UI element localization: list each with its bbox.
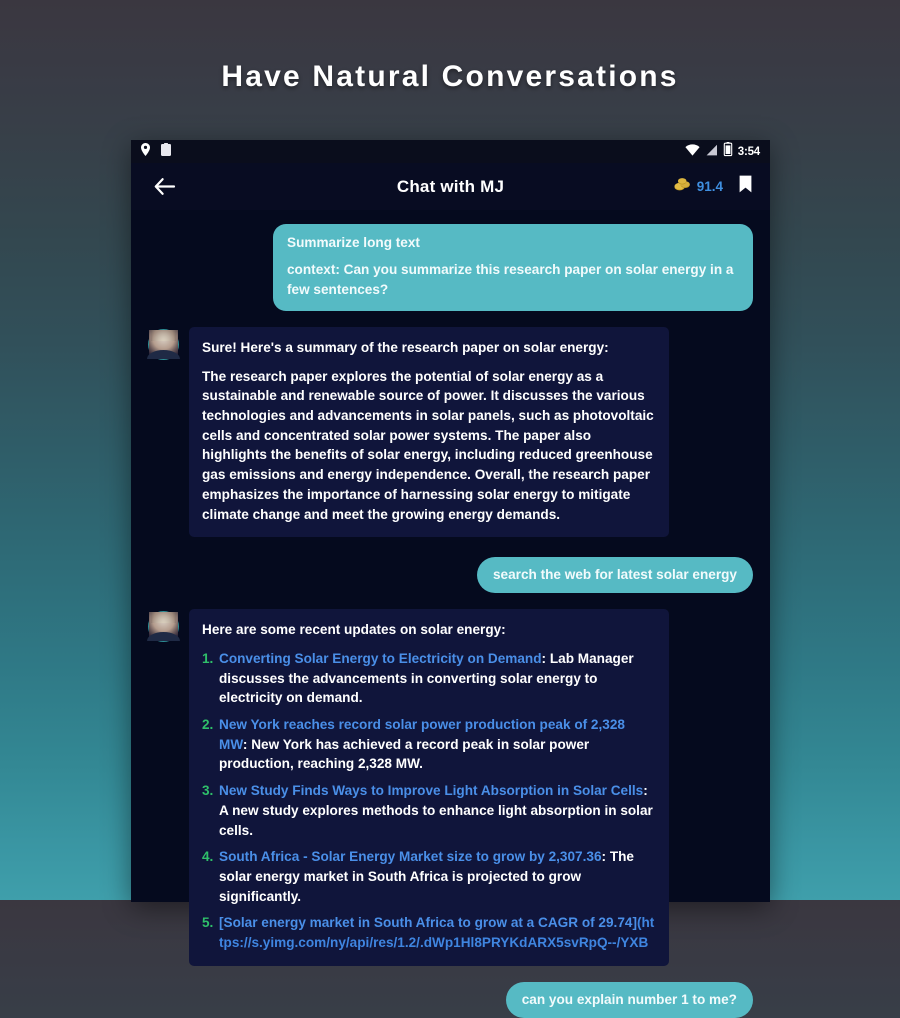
list-number: 2. — [202, 717, 214, 733]
list-item — [202, 847, 655, 906]
chat-row-user — [148, 224, 753, 311]
result-link[interactable]: South Africa - Solar Energy Market size to grow by 2,307.36 — [219, 849, 602, 865]
list-number: 3. — [202, 783, 214, 799]
page-title: Have Natural Conversations — [221, 60, 679, 93]
message-line: context: Can you summarize this research paper on solar energy in a few sentences? — [287, 261, 734, 297]
chat-message-list[interactable] — [131, 210, 770, 1007]
wifi-icon — [685, 143, 700, 161]
signal-icon — [706, 143, 718, 161]
result-description: : The solar energy market in South Africa is projected to grow significantly. — [219, 849, 634, 904]
result-description: : Lab Manager discusses the advancements in converting solar energy to electricity on demand. — [219, 650, 634, 706]
message-lead: Here are some recent updates on solar energy: — [202, 622, 506, 638]
avatar — [148, 329, 179, 360]
credits-button[interactable] — [674, 178, 723, 196]
back-arrow-icon — [154, 178, 175, 195]
list-number: 4. — [202, 849, 214, 865]
battery-icon — [724, 142, 732, 161]
avatar — [148, 611, 179, 642]
bookmark-icon — [739, 175, 752, 193]
result-description: : New York has achieved a record peak in solar power production, reaching 2,328 MW. — [219, 736, 590, 772]
message-bubble-user[interactable] — [273, 224, 753, 311]
app-bar-actions — [674, 175, 752, 198]
app-bar-title: Chat with MJ — [396, 176, 505, 196]
message-lead: Sure! Here's a summary of the research paper on solar energy: — [202, 339, 609, 355]
result-url[interactable]: (https://s.yimg.com/ny/api/res/1.2/.dWp1Hl8PRYKdARX5svRpQ--/YXB — [219, 915, 655, 951]
message-body: The research paper explores the potential of solar energy as a sustainable and renewable source of power. It discusses the various technologies and advancements in solar panels, such as photovoltaic cells and concentrated solar power systems. The paper also highlights the benefits of solar energy, including reduced greenhouse gas emissions and energy independence. Overall, the research paper emphasizes the importance of harnessing solar energy to mitigate climate change and meet the growing energy demands. — [202, 368, 654, 522]
status-bar-right-icons — [685, 142, 760, 161]
clipboard-icon — [161, 143, 171, 161]
list-number: 5. — [202, 915, 214, 931]
chat-row-user — [148, 982, 753, 1018]
search-results-list — [202, 649, 655, 953]
list-item — [202, 715, 655, 774]
list-item — [202, 649, 655, 708]
result-link[interactable]: New Study Finds Ways to Improve Light Absorption in Solar Cells — [219, 783, 644, 799]
bookmark-button[interactable] — [739, 175, 752, 198]
result-link[interactable]: [Solar energy market in South Africa to grow at a CAGR of 29.74] — [219, 915, 637, 931]
result-link[interactable]: New York reaches record solar power production peak of 2,328 MW — [219, 717, 625, 752]
message-bubble-bot[interactable] — [189, 327, 669, 537]
message-bubble-user[interactable]: can you explain number 1 to me? — [506, 982, 753, 1018]
chat-row-bot — [148, 327, 753, 537]
message-bubble-user[interactable]: search the web for latest solar energy — [477, 557, 753, 593]
chat-row-bot — [148, 609, 753, 966]
status-bar — [131, 140, 770, 163]
list-item — [202, 781, 655, 840]
back-button[interactable] — [149, 172, 179, 202]
coins-icon — [674, 178, 691, 196]
list-item — [202, 913, 655, 952]
list-number: 1. — [202, 650, 214, 666]
status-bar-left-icons — [141, 143, 171, 161]
phone-screen — [131, 140, 770, 1007]
message-bubble-bot[interactable] — [189, 609, 669, 966]
status-bar-clock: 3:54 — [737, 145, 760, 158]
app-bar — [131, 163, 770, 210]
chat-row-user — [148, 557, 753, 593]
message-line: Summarize long text — [287, 235, 420, 250]
credits-value: 91.4 — [696, 179, 723, 194]
result-link[interactable]: Converting Solar Energy to Electricity on Demand — [219, 650, 542, 666]
result-description: : A new study explores methods to enhance light absorption in solar cells. — [219, 783, 653, 838]
location-pin-icon — [141, 143, 150, 161]
